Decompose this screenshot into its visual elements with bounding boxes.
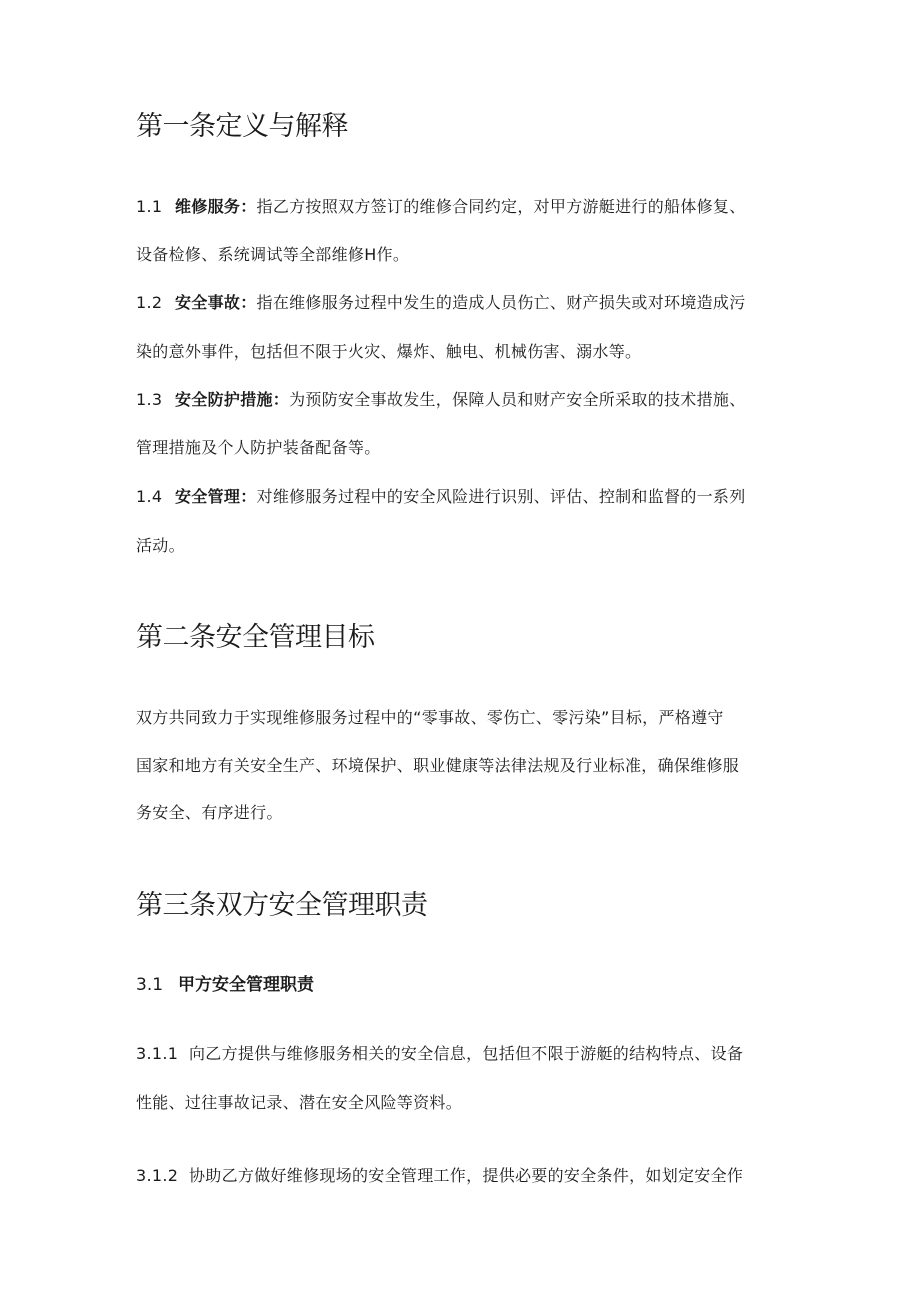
definition-1-4-cont: 活动。 — [136, 536, 185, 555]
article1-title: 第一条定义与解释 — [136, 111, 348, 142]
definition-1-4 — [136, 486, 746, 508]
section-number: 3.1 — [136, 975, 164, 995]
clause-3-1-1-cont: 性能、过往事故记录、潜在安全风险等资料。 — [136, 1093, 463, 1112]
definition-term: 安全管理： — [175, 487, 257, 506]
item-number: 1.4 — [136, 487, 163, 506]
item-number: 3.1.1 — [136, 1044, 179, 1063]
definition-1-2-cont: 染的意外事件，包括但不限于火灾、爆炸、触电、机械伤害、溺水等。 — [136, 342, 642, 361]
article2-paragraph-line: 双方共同致力于实现维修服务过程中的“零事故、零伤亡、零污染”目标，严格遵守 — [136, 708, 724, 727]
definition-1-3-cont: 管理措施及个人防护装备配备等。 — [136, 438, 381, 457]
definition-text: 指在维修服务过程中发生的造成人员伤亡、财产损失或对环境造成污 — [256, 293, 746, 312]
definition-1-3 — [136, 389, 746, 411]
article2-paragraph-line: 务安全、有序进行。 — [136, 803, 283, 822]
definition-term: 维修服务： — [175, 197, 257, 216]
item-number: 3.1.2 — [136, 1166, 179, 1185]
section-3-1-heading — [136, 974, 314, 996]
item-number: 1.1 — [136, 197, 163, 216]
definition-1-1 — [136, 196, 746, 218]
article3-title: 第三条双方安全管理职责 — [136, 890, 428, 921]
clause-3-1-1 — [136, 1043, 743, 1065]
article2-title: 第二条安全管理目标 — [136, 622, 375, 653]
article2-paragraph-line: 国家和地方有关安全生产、环境保护、职业健康等法律法规及行业标准，确保维修服 — [136, 756, 740, 775]
section-label: 甲方安全管理职责 — [178, 975, 314, 995]
item-number: 1.2 — [136, 293, 163, 312]
definition-text: 为预防安全事故发生，保障人员和财产安全所采取的技术措施、 — [289, 390, 746, 409]
definition-term: 安全事故： — [175, 293, 257, 312]
definition-1-1-cont: 设备检修、系统调试等全部维修H作。 — [136, 245, 410, 264]
item-number: 1.3 — [136, 390, 163, 409]
clause-text: 协助乙方做好维修现场的安全管理工作，提供必要的安全条件，如划定安全作 — [189, 1166, 744, 1185]
definition-text: 对维修服务过程中的安全风险进行识别、评估、控制和监督的一系列 — [256, 487, 746, 506]
definition-text: 指乙方按照双方签订的维修合同约定，对甲方游艇进行的船体修复、 — [256, 197, 746, 216]
clause-text: 向乙方提供与维修服务相关的安全信息，包括但不限于游艇的结构特点、设备 — [189, 1044, 744, 1063]
definition-1-2 — [136, 292, 746, 314]
definition-term: 安全防护措施： — [175, 390, 290, 409]
clause-3-1-2 — [136, 1165, 743, 1187]
